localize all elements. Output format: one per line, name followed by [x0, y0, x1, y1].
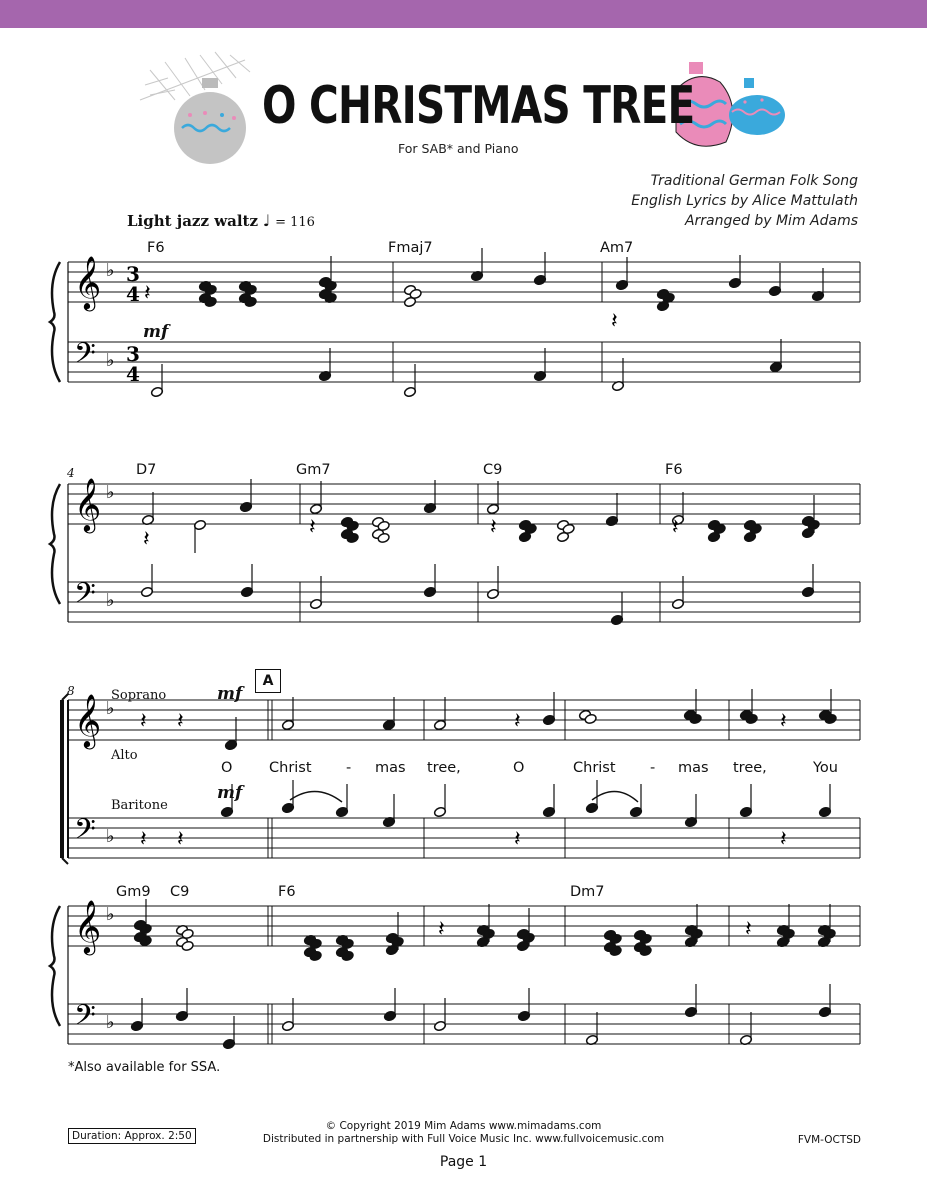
quarter-rest-icon: 𝄽: [490, 515, 497, 540]
time-signature-denominator: 4: [126, 362, 140, 386]
quarter-note-icon: ♩: [262, 211, 271, 230]
phrase-slur: [592, 791, 638, 802]
chord-symbol: Am7: [600, 240, 634, 256]
flat-key-signature-icon: ♭: [106, 260, 115, 281]
time-signature-numerator: 3: [126, 262, 140, 286]
flat-key-signature-icon: ♭: [106, 826, 115, 847]
lyric-syllable: You: [813, 760, 838, 776]
measure-number: 4: [67, 466, 75, 480]
song-title: O CHRISTMAS TREE: [262, 76, 695, 136]
flat-key-signature-icon: ♭: [106, 1012, 115, 1033]
lyric-syllable: tree,: [427, 760, 461, 776]
time-signature-denominator: 4: [126, 282, 140, 306]
flat-key-signature-icon: ♭: [106, 698, 115, 719]
quarter-rest-icon: 𝄽: [780, 827, 787, 852]
quarter-rest-icon: 𝄽: [514, 709, 521, 734]
time-signature-numerator: 3: [126, 342, 140, 366]
lyric-syllable: mas: [375, 760, 406, 776]
tempo-text: Light jazz waltz: [127, 212, 258, 230]
system-brace: [50, 906, 60, 1026]
copyright-block: [0, 1120, 927, 1146]
quarter-rest-icon: 𝄽: [144, 281, 151, 306]
flat-key-signature-icon: ♭: [106, 590, 115, 611]
rehearsal-mark: A: [255, 669, 281, 693]
chord-symbol: F6: [665, 462, 683, 478]
quarter-rest-icon: 𝄽: [140, 827, 147, 852]
duration-box: Duration: Approx. 2:50: [68, 1128, 196, 1144]
quarter-rest-icon: 𝄽: [140, 709, 147, 734]
bass-clef-icon: 𝄢: [74, 999, 96, 1039]
treble-clef-icon: 𝄞: [74, 477, 102, 531]
credit-lyricist: English Lyrics by Alice Mattulath: [631, 193, 858, 209]
treble-clef-icon: 𝄞: [74, 693, 102, 747]
quarter-rest-icon: 𝄽: [514, 827, 521, 852]
quarter-rest-icon: 𝄽: [438, 917, 445, 942]
lyric-syllable: Christ: [269, 760, 312, 776]
page-number: Page 1: [439, 1154, 488, 1170]
lyric-syllable: Christ: [573, 760, 616, 776]
chord-symbol: Fmaj7: [388, 240, 433, 256]
quarter-rest-icon: 𝄽: [143, 527, 150, 552]
quarter-rest-icon: 𝄽: [611, 309, 618, 334]
distribution-line: Distributed in partnership with Full Voice Music Inc. www.fullvoicemusic.com: [262, 1133, 665, 1145]
song-subtitle: For SAB* and Piano: [398, 141, 519, 156]
treble-clef-icon: 𝄞: [74, 899, 102, 953]
flat-key-signature-icon: ♭: [106, 482, 115, 503]
chord-symbol: C9: [170, 884, 190, 900]
bass-clef-icon: 𝄢: [74, 337, 96, 377]
dynamic-mf: mf: [217, 684, 243, 704]
phrase-slur: [290, 791, 342, 802]
tempo-bpm: = 116: [275, 215, 315, 230]
footnote: *Also available for SSA.: [68, 1060, 221, 1075]
chord-symbol: Gm9: [116, 884, 151, 900]
part-label-alto: Alto: [111, 748, 138, 763]
quarter-rest-icon: 𝄽: [309, 515, 316, 540]
quarter-rest-icon: 𝄽: [177, 827, 184, 852]
dynamic-mf: mf: [143, 322, 169, 342]
system-brace: [50, 262, 60, 382]
lyric-syllable: O: [221, 760, 233, 776]
lyric-syllable: O: [513, 760, 525, 776]
credit-arranger: Arranged by Mim Adams: [684, 213, 858, 229]
catalog-code: FVM-OCTSD: [797, 1134, 861, 1146]
quarter-rest-icon: 𝄽: [177, 709, 184, 734]
lyric-syllable: tree,: [733, 760, 767, 776]
chord-symbol: Gm7: [296, 462, 331, 478]
chord-symbol: D7: [136, 462, 157, 478]
chord-symbol: Dm7: [570, 884, 605, 900]
bass-clef-icon: 𝄢: [74, 577, 96, 617]
quarter-rest-icon: 𝄽: [672, 515, 679, 540]
flat-key-signature-icon: ♭: [106, 350, 115, 371]
lyric-syllable: -: [650, 760, 656, 776]
bass-clef-icon: 𝄢: [74, 813, 96, 853]
lyric-syllable: -: [346, 760, 352, 776]
quarter-rest-icon: 𝄽: [780, 709, 787, 734]
measure-number: 8: [67, 684, 75, 698]
chord-symbol: C9: [483, 462, 503, 478]
treble-clef-icon: 𝄞: [74, 255, 102, 309]
dynamic-mf: mf: [217, 783, 243, 803]
chord-symbol: F6: [147, 240, 165, 256]
lyric-syllable: mas: [678, 760, 709, 776]
chord-symbol: F6: [278, 884, 296, 900]
quarter-rest-icon: 𝄽: [745, 917, 752, 942]
credit-composer: Traditional German Folk Song: [650, 173, 858, 189]
part-label-baritone: Baritone: [111, 798, 168, 813]
part-label-soprano: Soprano: [111, 688, 167, 703]
system-brace: [50, 484, 60, 604]
flat-key-signature-icon: ♭: [106, 904, 115, 925]
copyright-line: © Copyright 2019 Mim Adams www.mimadams.com: [325, 1120, 602, 1132]
